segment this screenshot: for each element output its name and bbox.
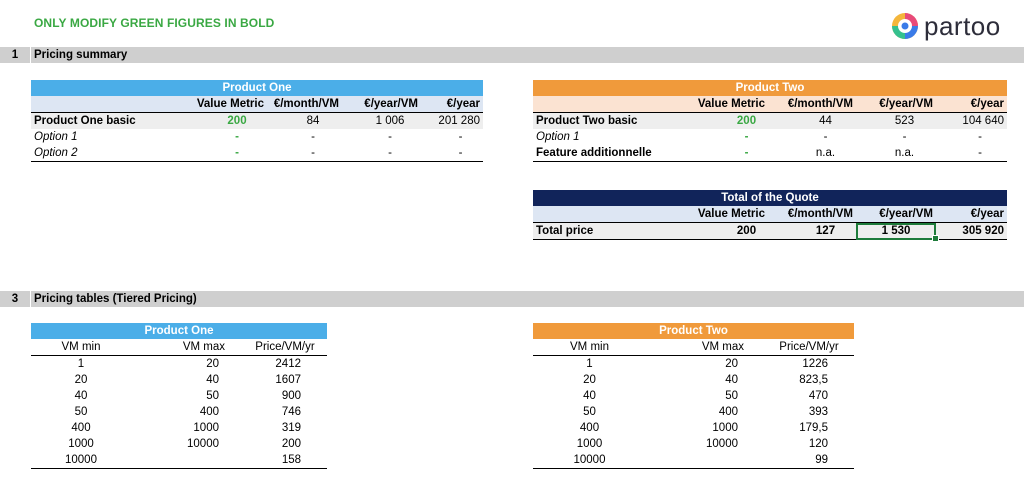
- fill-handle[interactable]: [932, 235, 939, 242]
- instruction-note: ONLY MODIFY GREEN FIGURES IN BOLD: [34, 16, 275, 30]
- col-year: €/year: [936, 96, 1007, 113]
- tier-table-product-two: [533, 323, 854, 469]
- product-one-header: Product One: [31, 80, 483, 96]
- table-row: Option 1 - - - -: [31, 129, 483, 145]
- value-metric-input[interactable]: -: [668, 145, 768, 162]
- row-label: Product One basic: [31, 113, 160, 130]
- partoo-logo: [890, 8, 1010, 44]
- total-quote-header: Total of the Quote: [533, 190, 1007, 206]
- partoo-logo-icon: [890, 11, 920, 41]
- value-metric-input[interactable]: 200: [668, 113, 768, 130]
- col-price: Price/VM/yr: [243, 339, 327, 356]
- col-vm-min: VM min: [533, 339, 646, 356]
- table-row: 10000 158: [31, 452, 327, 469]
- col-year: €/year: [421, 96, 483, 113]
- row-label: Option 2: [31, 145, 160, 162]
- section-number: 1: [11, 49, 19, 61]
- total-label: Total price: [533, 223, 668, 240]
- total-year: 305 920: [936, 223, 1007, 240]
- tier-table-product-one: [31, 323, 327, 469]
- product-two-header: Product Two: [533, 80, 1007, 96]
- table-row: 50 400 393: [583, 406, 828, 418]
- table-row: 1 20 2412: [77, 358, 301, 370]
- col-value-metric: Value Metric: [668, 206, 768, 223]
- section-title: Pricing summary: [34, 49, 128, 61]
- value-metric-input[interactable]: -: [235, 131, 239, 143]
- row-label: Feature additionnelle: [533, 145, 668, 162]
- total-quote-table: [533, 190, 1007, 240]
- row-label: Product Two basic: [533, 113, 668, 130]
- table-row: Product One basic 200 84 1 006 201 280: [31, 113, 483, 130]
- table-row: Feature additionnelle - n.a. n.a. -: [533, 145, 1007, 162]
- product-two-summary-table: [533, 80, 1007, 162]
- tier-product-two-header: Product Two: [533, 323, 854, 339]
- col-month-vm: €/month/VM: [768, 96, 856, 113]
- col-year-vm: €/year/VM: [856, 96, 936, 113]
- table-row: Option 2 - - - -: [31, 145, 483, 162]
- col-year: €/year: [936, 206, 1007, 223]
- logo-text: partoo: [924, 10, 1001, 41]
- table-row: 1 20 1226: [586, 358, 828, 370]
- total-month-vm: 127: [768, 223, 856, 240]
- section-number: 3: [11, 293, 19, 305]
- col-vm-min: VM min: [31, 339, 131, 356]
- row-label: Option 1: [34, 131, 78, 143]
- table-row: [533, 223, 1007, 240]
- product-one-summary-table: [31, 80, 483, 162]
- section-header-pricing-summary: [0, 47, 1024, 63]
- table-row: 400 1000 179,5: [579, 422, 828, 434]
- table-row: Option 1 - - - -: [533, 129, 1007, 145]
- total-year-vm-selected-cell[interactable]: 1 530: [856, 223, 936, 240]
- value-metric-input[interactable]: -: [744, 131, 749, 143]
- row-label: Option 1: [536, 131, 580, 143]
- table-row: 40 50 470: [583, 390, 828, 402]
- table-row: 10000 99: [533, 452, 854, 469]
- col-vm-max: VM max: [131, 339, 243, 356]
- value-metric-input[interactable]: 200: [160, 113, 267, 130]
- col-vm-max: VM max: [646, 339, 764, 356]
- col-year-vm: €/year/VM: [856, 206, 936, 223]
- total-value-metric: 200: [668, 223, 768, 240]
- table-row: 20 40 1607: [74, 374, 301, 386]
- col-value-metric: Value Metric: [160, 96, 267, 113]
- col-year-vm: €/year/VM: [342, 96, 421, 113]
- table-row: 50 400 746: [74, 406, 301, 418]
- col-price: Price/VM/yr: [764, 339, 854, 356]
- col-value-metric: Value Metric: [668, 96, 768, 113]
- col-month-vm: €/month/VM: [768, 206, 856, 223]
- section-header-pricing-tables: [0, 291, 1024, 307]
- value-metric-input[interactable]: -: [160, 145, 267, 162]
- section-title: Pricing tables (Tiered Pricing): [34, 293, 197, 305]
- table-row: 20 40 823,5: [583, 374, 828, 386]
- table-row: 40 50 900: [74, 390, 301, 402]
- table-row: Product Two basic 200 44 523 104 640: [533, 113, 1007, 130]
- table-row: 1000 10000 120: [576, 438, 828, 450]
- table-row: 400 1000 319: [71, 422, 301, 434]
- table-row: 1000 10000 200: [68, 438, 301, 450]
- col-month-vm: €/month/VM: [267, 96, 342, 113]
- tier-product-one-header: Product One: [31, 323, 327, 339]
